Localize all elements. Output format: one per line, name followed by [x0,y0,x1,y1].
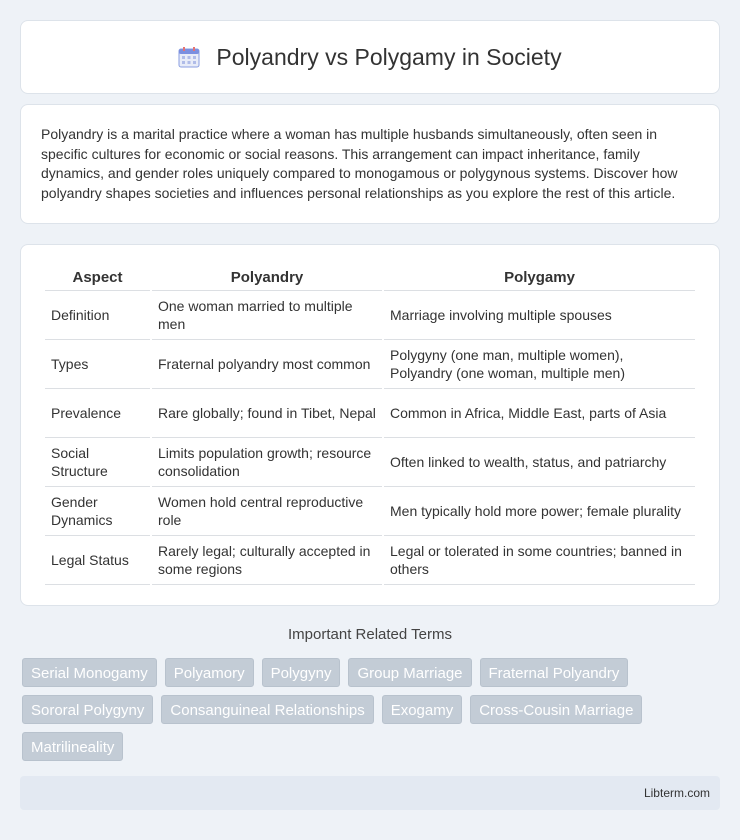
cell-polyandry: Women hold central reproductive role [152,487,382,536]
related-term-tag[interactable]: Fraternal Polyandry [480,658,629,687]
intro-card [20,104,720,224]
header-polyandry: Polyandry [152,265,382,291]
cell-polyandry: One woman married to multiple men [152,291,382,340]
comparison-table-card [20,244,720,606]
calendar-icon [178,46,200,68]
related-terms-list [22,658,722,761]
related-term-tag[interactable]: Serial Monogamy [22,658,157,687]
cell-aspect: Legal Status [45,536,150,585]
header-card [20,20,720,94]
cell-polygamy: Men typically hold more power; female plurality [384,487,695,536]
cell-polyandry: Rare globally; found in Tibet, Nepal [152,389,382,438]
footer-site-link[interactable]: Libterm.com [643,786,710,800]
related-term-tag[interactable]: Polygyny [262,658,341,687]
cell-aspect: Definition [45,291,150,340]
comparison-table [43,265,697,585]
cell-aspect: Social Structure [45,438,150,487]
header-polygamy: Polygamy [384,265,695,291]
table-header-row [45,265,695,291]
intro-paragraph: Polyandry is a marital practice where a woman has multiple husbands simultaneously, often seen in specific cultures for economic or social reasons. This arrangement can impact inheritance, family dynamics, and gender roles uniquely compared to monogamous or polygynous systems. Discover how polyandry shapes societies and influences personal relationships as you explore the rest of this article. [41,126,678,201]
related-term-tag[interactable]: Polyamory [165,658,254,687]
cell-polyandry: Rarely legal; culturally accepted in some regions [152,536,382,585]
related-term-tag[interactable]: Sororal Polygyny [22,695,153,724]
header-aspect: Aspect [45,265,150,291]
related-terms-title: Important Related Terms [288,626,452,643]
cell-polyandry: Limits population growth; resource consolidation [152,438,382,487]
related-term-tag[interactable]: Cross-Cousin Marriage [470,695,642,724]
cell-aspect: Types [45,340,150,389]
cell-polygamy: Polygyny (one man, multiple women), Polyandry (one woman, multiple men) [384,340,695,389]
cell-polygamy: Legal or tolerated in some countries; banned in others [384,536,695,585]
cell-polygamy: Marriage involving multiple spouses [384,291,695,340]
cell-polygamy: Often linked to wealth, status, and patriarchy [384,438,695,487]
cell-polyandry: Fraternal polyandry most common [152,340,382,389]
table-row [45,438,695,487]
table-row [45,487,695,536]
related-term-tag[interactable]: Exogamy [382,695,463,724]
related-term-tag[interactable]: Consanguineal Relationships [161,695,373,724]
table-row [45,291,695,340]
related-term-tag[interactable]: Group Marriage [348,658,471,687]
related-term-tag[interactable]: Matrilineality [22,732,123,761]
footer [20,776,720,810]
cell-polygamy: Common in Africa, Middle East, parts of Asia [384,389,695,438]
page-title: Polyandry vs Polygamy in Society [216,43,562,70]
cell-aspect: Gender Dynamics [45,487,150,536]
title-wrap [178,44,561,71]
table-row [45,536,695,585]
table-row [45,389,695,438]
cell-aspect: Prevalence [45,389,150,438]
table-row [45,340,695,389]
